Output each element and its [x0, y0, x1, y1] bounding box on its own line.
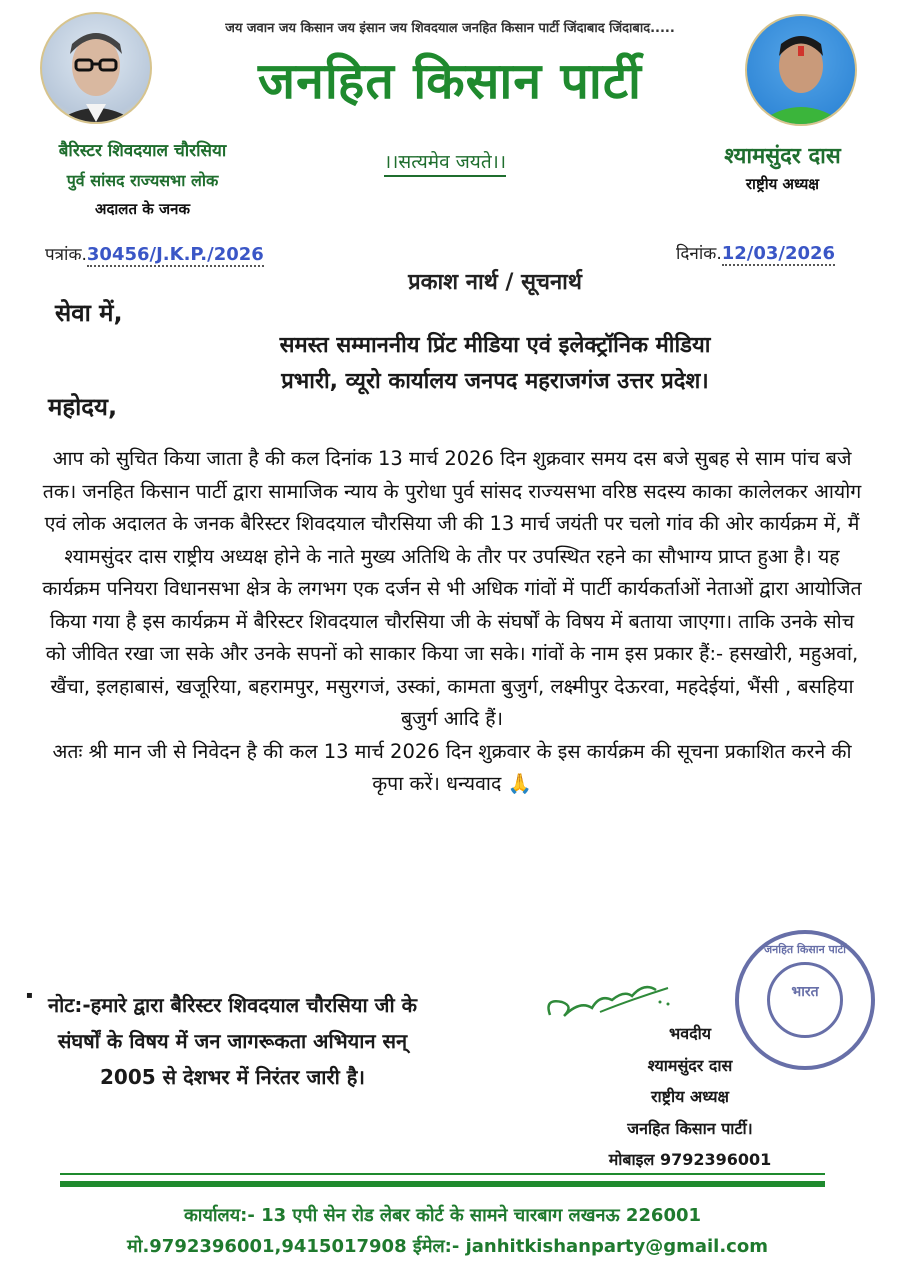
date-label: दिनांक. [676, 244, 722, 264]
founder-portrait-icon [42, 14, 150, 122]
signoff-mobile: मोबाइल 9792396001 [608, 1150, 772, 1169]
body-paragraph-2: अतः श्री मान जी से निवेदन है की कल 13 मार्च 2026 दिन शुक्रवार के इस कार्यक्रम की सूचना प्रकाशित करने की कृपा करें। धन्यवाद 🙏 [52, 739, 852, 795]
note: नोट:-हमारे द्वारा बैरिस्टर शिवदयाल चौरसिया जी के संघर्षों के विषय में जन जागरूकता अभियान सन् 2005 से देशभर में निरंतर जारी है। [47, 993, 418, 1089]
signoff-org: जनहित किसान पार्टी। [627, 1118, 753, 1138]
sign-off [585, 1018, 795, 1176]
president-name: श्यामसुंदर दास [724, 144, 841, 169]
letter-body [40, 443, 864, 801]
greeting: महोदय, [48, 393, 118, 421]
president-title: राष्ट्रीय अध्यक्ष [745, 175, 820, 193]
letter-subject: प्रकाश नार्थ / सूचनार्थ [408, 270, 582, 295]
header-slogan: जय जवान जय किसान जय इंसान जय शिवदयाल जनहित किसान पार्टी जिंदाबाद जिंदाबाद..... [225, 21, 675, 36]
contact-info: मो.9792396001,9415017908 ईमेल:- janhitkishanparty@gmail.com [127, 1236, 768, 1257]
recipient-line-2: प्रभारी, व्यूरो कार्यालय जनपद महराजगंज उत्तर प्रदेश। [281, 369, 709, 394]
president-portrait-icon [747, 16, 855, 124]
stamp-text-top: जनहित किसान पार्टी [763, 943, 847, 956]
signoff-title: राष्ट्रीय अध्यक्ष [650, 1087, 730, 1106]
reference-label: पत्रांक. [45, 245, 87, 265]
motto [340, 148, 550, 174]
signoff-closing: भवदीय [668, 1024, 712, 1043]
letter-date [676, 241, 835, 264]
reference-value: 30456/J.K.P./2026 [86, 244, 264, 265]
recipient-line-1: समस्त सम्माननीय प्रिंट मीडिया एवं इलेक्ट्रॉनिक मीडिया [279, 333, 711, 358]
office-address: कार्यालय:- 13 एपी सेन रोड लेबर कोर्ट के सामने चारबाग लखनऊ 226001 [183, 1205, 702, 1226]
founder-title-line-2: अदालत के जनक [95, 200, 190, 218]
founder-photo [40, 12, 152, 124]
body-paragraph-1: आप को सुचित किया जाता है की कल दिनांक 13 मार्च 2026 दिन शुक्रवार समय दस बजे सुबह से साम पांच बजे तक। जनहित किसान पार्टी द्वारा सामाजिक न्याय के पुरोधा पुर्व सांसद राज्यसभा वरिष्ठ सदस्य काका कालेलकर आयोग एवं लोक अदालत के जनक बैरिस्टर शिवदयाल चौरसिया जी की 13 मार्च जयंती पर चलो गांव की ओर कार्यक्रम में, मैं श्यामसुंदर दास राष्ट्रीय अध्यक्ष होने के नाते मुख्य अतिथि के तौर पर उपस्थित रहने का सौभाग्य प्राप्त हुआ है। यह कार्यक्रम पनियरा विधानसभा क्षेत्र के लगभग एक दर्जन से भी अधिक गांवों में पार्टी कार्यकर्ताओं नेताओं द्वारा आयोजित किया गया है इस कार्यक्रम में बैरिस्टर शिवदयाल चौरसिया जी के संघर्षों के विषय में बताया जाएगा। ताकि उनके सोच को जीवित रखा जा सके और उनके सपनों को साकार किया जा सके। गांवों के नाम इस प्रकार हैं:- हसखोरी, महुअवां, खैंचा, इलहाबासं, खजूरिया, बहरामपुर, मसुरगजं, उस्कां, कामता बुजुर्ग, लक्ष्मीपुर देऊरवा, महदेईयां, भैंसी , बसहिया बुजुर्ग आदि हैं। [42, 447, 862, 730]
founder-name: बैरिस्टर शिवदयाल चौरसिया [58, 141, 227, 161]
signoff-name: श्यामसुंदर दास [647, 1055, 733, 1075]
stamp-text-center: भारत [791, 984, 819, 1000]
date-value: 12/03/2026 [721, 243, 836, 264]
recipient [165, 328, 825, 400]
party-name: जनहित किसान पार्टी [257, 52, 642, 110]
footer-divider-thin [60, 1173, 825, 1175]
footer-divider [60, 1181, 825, 1187]
motto-text: ।।सत्यमेव जयते।। [384, 151, 506, 177]
salutation: सेवा में, [55, 299, 123, 327]
president-photo [745, 14, 857, 126]
reference-number [45, 242, 264, 265]
founder-title-line: पुर्व सांसद राज्यसभा लोक [66, 171, 219, 190]
note-bullet: ▪ [26, 990, 33, 1001]
founder-caption [15, 137, 270, 224]
